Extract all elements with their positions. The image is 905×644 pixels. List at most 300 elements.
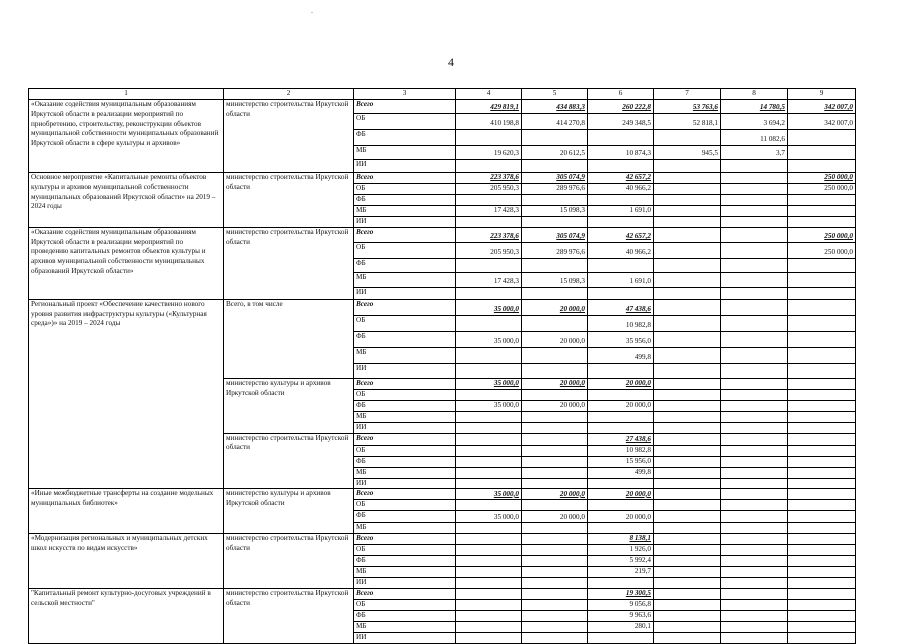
funding-source-cell: ИИ [354, 422, 456, 433]
value-cell: 15 098,3 [522, 272, 588, 287]
value-cell: 305 074,9 [522, 173, 588, 184]
value-cell: 250 000,0 [788, 227, 856, 242]
executor-cell: министерство строительства Иркутской области [224, 433, 354, 489]
value-cell [654, 258, 721, 272]
value-cell: 9 056,8 [588, 599, 654, 610]
value-cell [654, 331, 721, 347]
value-cell: 40 966,2 [588, 184, 654, 195]
value-cell: 249 348,5 [588, 114, 654, 130]
value-cell [456, 599, 522, 610]
funding-source-cell: ОБ [354, 184, 456, 195]
header-row [29, 89, 856, 100]
value-cell [654, 160, 721, 173]
funding-source-cell: ОБ [354, 242, 456, 258]
value-cell [788, 621, 856, 632]
funding-source-cell: МБ [354, 347, 456, 363]
value-cell [588, 160, 654, 173]
funding-source-cell: ОБ [354, 599, 456, 610]
value-cell [522, 287, 588, 299]
value-cell: 20 000,0 [588, 489, 654, 500]
value-cell: 35 000,0 [456, 400, 522, 411]
funding-source-cell: ИИ [354, 217, 456, 228]
value-cell [588, 411, 654, 422]
funding-source-cell: ИИ [354, 287, 456, 299]
funding-source-cell: ФБ [354, 555, 456, 566]
value-cell [456, 610, 522, 621]
value-cell: 35 000,0 [456, 378, 522, 389]
value-cell [654, 227, 721, 242]
value-cell [522, 599, 588, 610]
value-cell [456, 160, 522, 173]
value-cell [654, 400, 721, 411]
value-cell [456, 315, 522, 331]
value-cell [721, 478, 788, 489]
funding-source-cell: Всего [354, 378, 456, 389]
value-cell [654, 500, 721, 511]
value-cell [522, 588, 588, 599]
value-cell [788, 217, 856, 228]
table-row [29, 227, 856, 242]
value-cell [721, 315, 788, 331]
value-cell [588, 422, 654, 433]
value-cell [721, 577, 788, 588]
value-cell [522, 411, 588, 422]
value-cell [721, 347, 788, 363]
value-cell [721, 184, 788, 195]
funding-source-cell: ОБ [354, 389, 456, 400]
value-cell: 53 763,6 [654, 100, 721, 114]
value-cell: 20 000,0 [522, 331, 588, 347]
value-cell [456, 389, 522, 400]
value-cell: 19 620,3 [456, 146, 522, 160]
value-cell [522, 621, 588, 632]
value-cell [588, 217, 654, 228]
value-cell [456, 347, 522, 363]
value-cell: 35 000,0 [456, 511, 522, 523]
value-cell [788, 577, 856, 588]
value-cell [788, 378, 856, 389]
page-number: 4 [448, 55, 454, 69]
value-cell: 20 000,0 [522, 299, 588, 315]
value-cell [654, 411, 721, 422]
value-cell [788, 272, 856, 287]
value-cell: 223 378,6 [456, 173, 522, 184]
value-cell: 9 963,6 [588, 610, 654, 621]
event-description: "Капитальный ремонт культурно-досуговых учреждений в сельской местности" [29, 588, 224, 643]
funding-source-cell: Всего [354, 299, 456, 315]
value-cell [522, 217, 588, 228]
value-cell: 20 612,5 [522, 146, 588, 160]
executor-cell: министерство культуры и архивов Иркутской области [224, 378, 354, 433]
value-cell [721, 555, 788, 566]
value-cell [456, 523, 522, 534]
value-cell [654, 195, 721, 206]
value-cell [788, 299, 856, 315]
value-cell [788, 445, 856, 456]
value-cell: 20 000,0 [588, 378, 654, 389]
value-cell [588, 478, 654, 489]
value-cell [522, 544, 588, 555]
value-cell [721, 433, 788, 445]
value-cell [522, 422, 588, 433]
funding-source-cell: ИИ [354, 577, 456, 588]
value-cell [721, 456, 788, 467]
value-cell [721, 272, 788, 287]
value-cell [721, 445, 788, 456]
event-description: «Модернизация региональных и муниципальных детских школ искусств по видам искусств» [29, 534, 224, 589]
value-cell [721, 378, 788, 389]
value-cell: 17 428,3 [456, 272, 522, 287]
value-cell: 35 000,0 [456, 299, 522, 315]
value-cell: 10 874,3 [588, 146, 654, 160]
value-cell [788, 287, 856, 299]
funding-source-cell: ФБ [354, 400, 456, 411]
value-cell [721, 534, 788, 545]
funding-source-cell: МБ [354, 206, 456, 217]
executor-cell: Всего, в том числе [224, 299, 354, 378]
value-cell [788, 195, 856, 206]
funding-source-cell: ОБ [354, 500, 456, 511]
value-cell [788, 433, 856, 445]
value-cell [788, 400, 856, 411]
value-cell [654, 456, 721, 467]
budget-table [28, 88, 856, 644]
value-cell: 250 000,0 [788, 242, 856, 258]
value-cell [788, 478, 856, 489]
funding-source-cell: Всего [354, 100, 456, 114]
value-cell [654, 378, 721, 389]
value-cell: 1 926,0 [588, 544, 654, 555]
value-cell [721, 511, 788, 523]
value-cell [456, 363, 522, 378]
funding-source-cell: Всего [354, 433, 456, 445]
column-header: 7 [654, 89, 721, 100]
value-cell [788, 588, 856, 599]
value-cell [456, 555, 522, 566]
value-cell [788, 500, 856, 511]
value-cell [654, 632, 721, 643]
value-cell: 20 000,0 [522, 400, 588, 411]
value-cell [788, 315, 856, 331]
value-cell: 219,7 [588, 566, 654, 577]
column-header: 8 [721, 89, 788, 100]
value-cell [788, 146, 856, 160]
value-cell: 280,1 [588, 621, 654, 632]
value-cell [654, 445, 721, 456]
column-header: 6 [588, 89, 654, 100]
value-cell [654, 555, 721, 566]
value-cell [456, 130, 522, 146]
value-cell [654, 206, 721, 217]
value-cell: 305 074,9 [522, 227, 588, 242]
value-cell [654, 489, 721, 500]
value-cell: 1 691,0 [588, 272, 654, 287]
value-cell [588, 195, 654, 206]
table-row [29, 588, 856, 599]
funding-source-cell: МБ [354, 566, 456, 577]
value-cell [522, 258, 588, 272]
value-cell: 35 956,0 [588, 331, 654, 347]
value-cell [522, 363, 588, 378]
value-cell [456, 258, 522, 272]
funding-source-cell: ИИ [354, 160, 456, 173]
value-cell: 15 098,3 [522, 206, 588, 217]
value-cell: 20 000,0 [522, 489, 588, 500]
value-cell: 27 438,6 [588, 433, 654, 445]
value-cell [788, 422, 856, 433]
funding-source-cell: МБ [354, 411, 456, 422]
value-cell [654, 599, 721, 610]
funding-source-cell: ИИ [354, 478, 456, 489]
funding-source-cell: МБ [354, 523, 456, 534]
value-cell [456, 621, 522, 632]
funding-source-cell: Всего [354, 173, 456, 184]
value-cell [721, 610, 788, 621]
value-cell [522, 478, 588, 489]
table-row [29, 299, 856, 315]
executor-cell: министерство строительства Иркутской области [224, 173, 354, 228]
value-cell [788, 534, 856, 545]
value-cell: 35 000,0 [456, 331, 522, 347]
value-cell [522, 433, 588, 445]
value-cell [522, 347, 588, 363]
value-cell [456, 577, 522, 588]
value-cell [788, 632, 856, 643]
table-row [29, 534, 856, 545]
value-cell [588, 523, 654, 534]
value-cell: 289 976,6 [522, 184, 588, 195]
funding-source-cell: ИИ [354, 632, 456, 643]
value-cell [654, 523, 721, 534]
value-cell [456, 566, 522, 577]
value-cell: 20 000,0 [522, 511, 588, 523]
value-cell: 205 950,3 [456, 184, 522, 195]
column-header: 9 [788, 89, 856, 100]
value-cell [654, 347, 721, 363]
value-cell: 17 428,3 [456, 206, 522, 217]
value-cell [522, 315, 588, 331]
table-row [29, 489, 856, 500]
funding-source-cell: ОБ [354, 315, 456, 331]
value-cell [654, 272, 721, 287]
value-cell: 223 378,6 [456, 227, 522, 242]
value-cell [522, 566, 588, 577]
value-cell [654, 363, 721, 378]
value-cell [522, 445, 588, 456]
executor-cell: министерство строительства Иркутской области [224, 100, 354, 173]
value-cell: 250 000,0 [788, 184, 856, 195]
value-cell [721, 544, 788, 555]
value-cell [456, 287, 522, 299]
value-cell: 342 007,0 [788, 114, 856, 130]
value-cell [788, 610, 856, 621]
value-cell: 250 000,0 [788, 173, 856, 184]
value-cell [721, 173, 788, 184]
funding-source-cell: МБ [354, 621, 456, 632]
value-cell [788, 566, 856, 577]
value-cell [588, 389, 654, 400]
value-cell [522, 130, 588, 146]
value-cell [721, 242, 788, 258]
value-cell: 260 222,8 [588, 100, 654, 114]
value-cell: 342 007,0 [788, 100, 856, 114]
value-cell [522, 577, 588, 588]
column-header: 4 [456, 89, 522, 100]
value-cell [654, 478, 721, 489]
value-cell [721, 160, 788, 173]
table-row [29, 173, 856, 184]
value-cell [456, 500, 522, 511]
value-cell [788, 258, 856, 272]
value-cell: 289 976,6 [522, 242, 588, 258]
value-cell [456, 534, 522, 545]
funding-source-cell: Всего [354, 489, 456, 500]
value-cell [522, 500, 588, 511]
executor-cell: министерство строительства Иркутской области [224, 227, 354, 299]
funding-source-cell: Всего [354, 588, 456, 599]
value-cell [721, 621, 788, 632]
value-cell [654, 544, 721, 555]
value-cell [788, 363, 856, 378]
funding-source-cell: ФБ [354, 511, 456, 523]
value-cell [654, 621, 721, 632]
funding-source-cell: Всего [354, 227, 456, 242]
value-cell: 14 780,5 [721, 100, 788, 114]
value-cell [588, 287, 654, 299]
funding-source-cell: ОБ [354, 544, 456, 555]
value-cell [654, 130, 721, 146]
value-cell [788, 467, 856, 478]
column-header: 3 [354, 89, 456, 100]
value-cell: 42 657,2 [588, 173, 654, 184]
column-header: 1 [29, 89, 224, 100]
value-cell: 434 883,3 [522, 100, 588, 114]
value-cell [788, 489, 856, 500]
column-header: 2 [224, 89, 354, 100]
value-cell [456, 195, 522, 206]
value-cell [456, 433, 522, 445]
value-cell [654, 315, 721, 331]
value-cell [721, 467, 788, 478]
value-cell [788, 544, 856, 555]
value-cell [721, 489, 788, 500]
event-description: «Оказание содействия муниципальным образованиям Иркутской области в реализации мероприятий по приобретению, строительству, реконструкции объектов муниципальной собственности муниципальных образований Иркутской области в сфере культуры и архивов» [29, 100, 224, 173]
value-cell [721, 195, 788, 206]
value-cell [721, 227, 788, 242]
value-cell [654, 610, 721, 621]
value-cell: 20 000,0 [588, 400, 654, 411]
value-cell: 52 818,1 [654, 114, 721, 130]
event-description: Региональный проект «Обеспечение качественно нового уровня развития инфраструктуры культуры («Культурная среда»)» на 2019 – 2024 годы [29, 299, 224, 489]
table-body [29, 100, 856, 644]
value-cell: 8 138,1 [588, 534, 654, 545]
value-cell [456, 588, 522, 599]
value-cell: 3 694,2 [721, 114, 788, 130]
value-cell [522, 534, 588, 545]
value-cell: 47 438,6 [588, 299, 654, 315]
value-cell [721, 411, 788, 422]
value-cell: 35 000,0 [456, 489, 522, 500]
value-cell [654, 217, 721, 228]
value-cell: 10 982,8 [588, 315, 654, 331]
value-cell [588, 363, 654, 378]
value-cell [788, 511, 856, 523]
value-cell [522, 632, 588, 643]
value-cell [721, 400, 788, 411]
value-cell [654, 566, 721, 577]
value-cell: 945,5 [654, 146, 721, 160]
funding-source-cell: ФБ [354, 195, 456, 206]
executor-cell: министерство строительства Иркутской области [224, 588, 354, 643]
value-cell: 40 966,2 [588, 242, 654, 258]
event-description: «Оказание содействия муниципальным образованиям Иркутской области в реализации мероприятий по проведению капитальных ремонтов объектов культуры и архивов муниципальной собственности муниципальных образований Иркутской области» [29, 227, 224, 299]
value-cell [522, 555, 588, 566]
value-cell [654, 577, 721, 588]
value-cell [788, 555, 856, 566]
value-cell [654, 184, 721, 195]
value-cell [788, 331, 856, 347]
value-cell [721, 422, 788, 433]
value-cell [721, 523, 788, 534]
value-cell [654, 467, 721, 478]
value-cell [456, 422, 522, 433]
value-cell [654, 534, 721, 545]
funding-source-cell: МБ [354, 272, 456, 287]
value-cell [721, 632, 788, 643]
value-cell [654, 242, 721, 258]
value-cell: 11 082,6 [721, 130, 788, 146]
value-cell [788, 523, 856, 534]
value-cell [654, 433, 721, 445]
value-cell [788, 389, 856, 400]
value-cell: 5 992,4 [588, 555, 654, 566]
value-cell: 499,8 [588, 347, 654, 363]
value-cell [522, 160, 588, 173]
value-cell: 15 956,0 [588, 456, 654, 467]
value-cell [456, 478, 522, 489]
value-cell [654, 511, 721, 523]
value-cell [721, 588, 788, 599]
value-cell [788, 599, 856, 610]
value-cell [721, 389, 788, 400]
value-cell [788, 456, 856, 467]
funding-source-cell: ФБ [354, 258, 456, 272]
value-cell [721, 206, 788, 217]
value-cell: 414 270,8 [522, 114, 588, 130]
funding-source-cell: ФБ [354, 130, 456, 146]
value-cell [721, 566, 788, 577]
funding-source-cell: МБ [354, 146, 456, 160]
value-cell [654, 389, 721, 400]
value-cell: 19 300,5 [588, 588, 654, 599]
value-cell [654, 299, 721, 315]
value-cell [788, 206, 856, 217]
value-cell [522, 389, 588, 400]
value-cell [456, 445, 522, 456]
value-cell [522, 467, 588, 478]
value-cell [788, 347, 856, 363]
value-cell [588, 258, 654, 272]
value-cell [654, 287, 721, 299]
value-cell [721, 217, 788, 228]
value-cell [588, 500, 654, 511]
value-cell [721, 299, 788, 315]
value-cell [522, 195, 588, 206]
value-cell: 20 000,0 [588, 511, 654, 523]
funding-source-cell: ОБ [354, 114, 456, 130]
value-cell [721, 599, 788, 610]
value-cell [721, 258, 788, 272]
